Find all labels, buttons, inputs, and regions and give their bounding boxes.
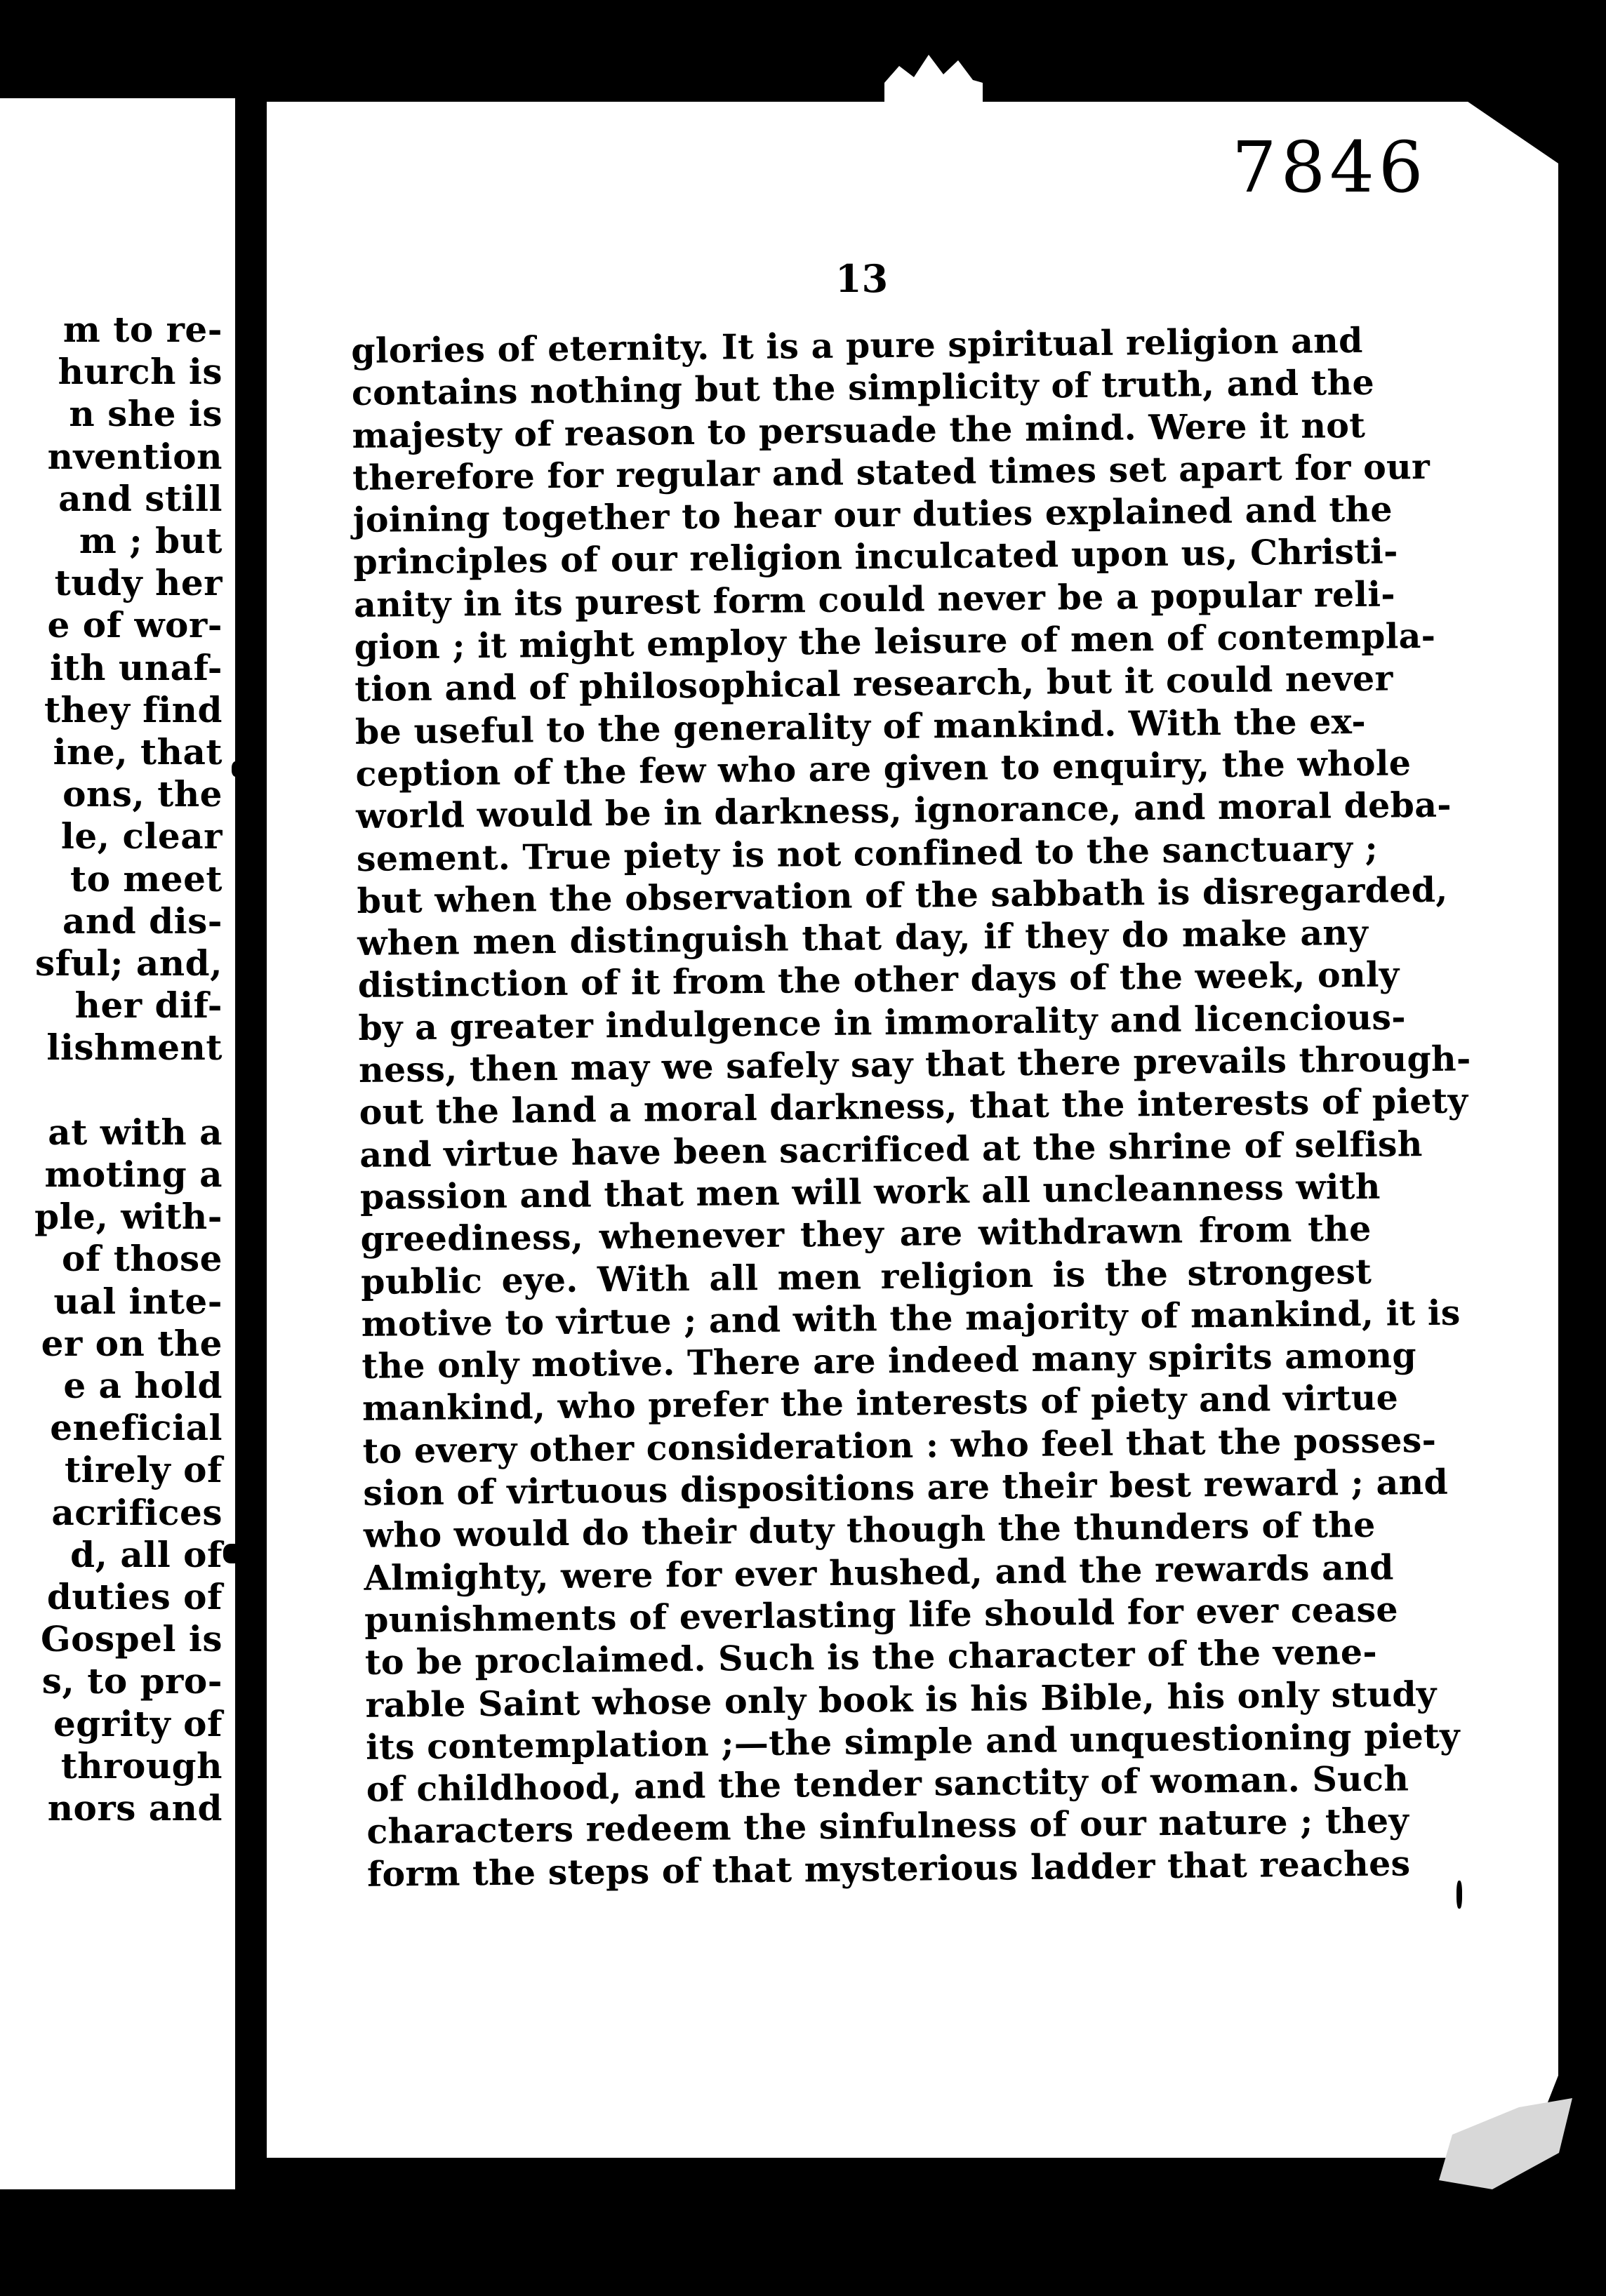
text-line: but when the observation of the sabbath is disregarded, [357, 869, 1448, 921]
text-line: mankind, who prefer the interests of piety and virtue [361, 1377, 1399, 1429]
left-page-line: and still [58, 477, 223, 519]
left-page-line: at with a [48, 1111, 223, 1153]
left-page-line: d, all of [70, 1533, 223, 1575]
left-page-line: and dis- [62, 900, 223, 942]
left-page-line: to meet [70, 857, 223, 900]
text-line: anity in its purest form could never be a popular reli- [353, 573, 1396, 625]
text-line: its contemplation ;—the simple and unquestioning piety [365, 1715, 1461, 1768]
body-text [351, 319, 1471, 1895]
text-line: sion of virtuous dispositions are their best reward ; and [363, 1461, 1449, 1514]
text-line: to every other consideration : who feel that the posses- [362, 1419, 1437, 1471]
left-page-line: duties of [46, 1576, 223, 1617]
left-page-line: s, to pro- [41, 1660, 223, 1702]
left-page-line: nors and [47, 1787, 223, 1829]
margin-speck [246, 1158, 254, 1172]
left-page [0, 98, 235, 2189]
left-page-line: ith unaf- [50, 646, 223, 688]
text-line: to be proclaimed. Such is the character of the vene- [364, 1631, 1378, 1683]
left-page-line: eneficial [50, 1407, 223, 1449]
left-page-line: through [60, 1744, 223, 1787]
margin-speck [232, 761, 241, 777]
left-page-line: m ; but [79, 520, 223, 561]
text-line: who would do their duty though the thunders of the [363, 1504, 1376, 1556]
left-page-line: e of wor- [47, 604, 223, 646]
left-page-line: Gospel is [40, 1618, 223, 1660]
text-line: ception of the few who are given to enquiry, the whole [355, 742, 1412, 794]
text-line: be useful to the generality of mankind. With the ex- [354, 700, 1367, 752]
text-line: therefore for regular and stated times set apart for our [352, 446, 1431, 498]
left-page-line: le, clear [60, 815, 223, 857]
text-line: passion and that men will work all uncleanness with [359, 1166, 1381, 1217]
left-page-line: egrity of [53, 1702, 223, 1744]
archive-number: 7846 [1232, 126, 1428, 208]
text-line: and virtue have been sacrificed at the shrine of selfish [359, 1123, 1423, 1175]
left-page-line: moting a [44, 1154, 223, 1195]
text-line: by a greater indulgence in immorality and licencious- [358, 996, 1407, 1048]
text-line: public eye. With all men religion is the strongest [360, 1250, 1372, 1302]
text-line: gion ; it might employ the leisure of men of contempla- [354, 615, 1436, 668]
page-number: 13 [835, 256, 889, 301]
text-line: Almighty, were for ever hushed, and the rewards and [364, 1547, 1394, 1598]
left-page-line: of those [61, 1238, 223, 1280]
left-page-line: ine, that [53, 731, 223, 773]
left-page-line: tirely of [64, 1449, 223, 1491]
left-page-line: nvention [47, 435, 223, 477]
text-line: out the land a moral darkness, that the interests of piety [359, 1080, 1468, 1133]
left-page-line: e a hold [63, 1365, 223, 1406]
left-page-line: ons, the [62, 773, 223, 815]
torn-edge [884, 49, 983, 105]
text-line: principles of our religion inculcated upon us, Christi- [353, 530, 1398, 583]
left-page-line: her dif- [74, 985, 223, 1027]
left-page-line: acrifices [51, 1491, 223, 1533]
text-line: majesty of reason to persuade the mind. Were it not [352, 404, 1366, 456]
left-page-line: m to re- [62, 309, 223, 350]
text-line: sement. True piety is not confined to the sanctuary ; [356, 827, 1379, 879]
text-line: punishments of everlasting life should for ever cease [364, 1589, 1399, 1641]
text-line: joining together to hear our duties explained and the [352, 488, 1393, 541]
text-line: form the steps of that mysterious ladder that reaches [366, 1843, 1411, 1895]
left-page-line: sful; and, [35, 942, 223, 984]
page-gutter [239, 98, 267, 2203]
left-page-line: ual inte- [53, 1280, 223, 1322]
text-line: contains nothing but the simplicity of truth, and the [351, 362, 1375, 414]
text-line: world would be in darkness, ignorance, and moral deba- [355, 784, 1452, 837]
text-line: rable Saint whose only book is his Bible, his only study [365, 1673, 1437, 1726]
text-line: characters redeem the sinfulness of our nature ; they [366, 1800, 1409, 1853]
text-line: of childhood, and the tender sanctity of woman. Such [366, 1758, 1409, 1810]
margin-speck [223, 1544, 241, 1563]
text-line: when men distinguish that day, if they do make any [357, 912, 1369, 964]
text-line: ness, then may we safely say that there prevails through- [358, 1038, 1471, 1090]
text-line: tion and of philosophical research, but it could never [354, 658, 1393, 710]
text-line: glories of eternity. It is a pure spiritual religion and [351, 319, 1363, 371]
left-page-line: they find [44, 688, 223, 730]
left-page-line: hurch is [58, 351, 223, 393]
left-page-line: tudy her [54, 562, 223, 604]
text-line: distinction of it from the other days of the week, only [357, 954, 1400, 1006]
left-page-line: ple, with- [34, 1196, 223, 1238]
left-page-line: lishment [46, 1027, 223, 1069]
text-line: motive to virtue ; and with the majority of mankind, it is [361, 1292, 1461, 1344]
text-line: greediness, whenever they are withdrawn from the [360, 1208, 1372, 1260]
margin-speck [1456, 1881, 1462, 1909]
left-page-line: n she is [69, 393, 223, 435]
text-line: the only motive. There are indeed many spirits among [361, 1335, 1417, 1387]
left-page-line: er on the [41, 1322, 223, 1364]
